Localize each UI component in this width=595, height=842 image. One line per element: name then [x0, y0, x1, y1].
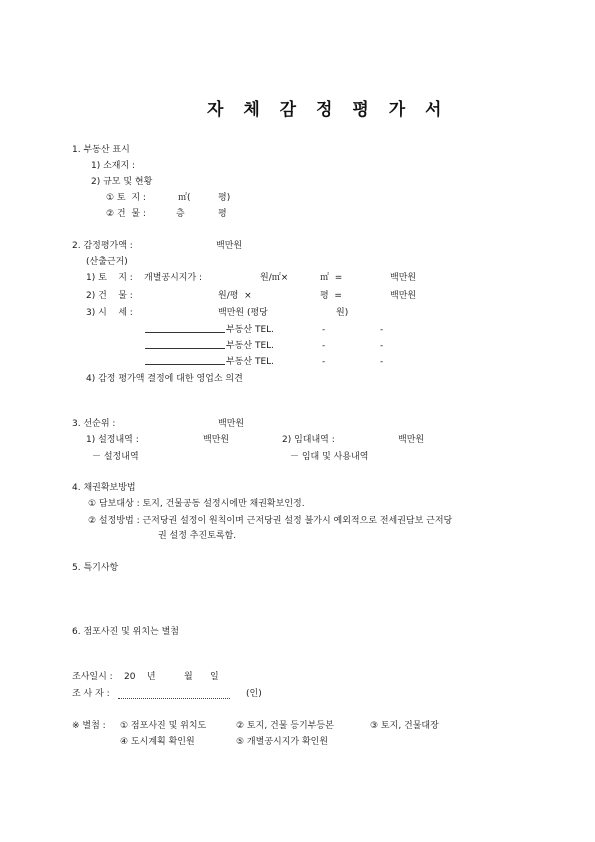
- tel-dash: -: [322, 325, 326, 335]
- setup-method: ② 설정방법 : 근저당권 설정이 원칙이며 근저당권 설정 불가시 예외적으로 전세권담보 근저당: [88, 516, 453, 526]
- section5-heading: 5. 특기사항: [72, 563, 119, 573]
- land-unit-m2: ㎡(: [178, 193, 191, 203]
- lease-label: 2) 임대내역 :: [282, 435, 335, 445]
- seal-mark: (인): [246, 689, 262, 699]
- survey-date-year: 20 년: [124, 672, 156, 682]
- realtor-name-line: [145, 332, 225, 333]
- building-calc-label: 2) 건 물 :: [86, 291, 133, 301]
- section3-heading: 3. 선순위 :: [72, 419, 116, 429]
- land-unit-price: 원/㎡×: [260, 273, 289, 283]
- attachment-item: ④ 도시계획 확인원: [120, 737, 195, 747]
- tel-dash: -: [380, 325, 384, 335]
- building-unit-price: 원/평 ×: [218, 291, 252, 301]
- appraisal-amount-unit: 백만원: [216, 241, 243, 251]
- building-floor-unit: 층: [176, 209, 185, 219]
- setup-method-continued: 권 설정 추진토록함.: [158, 531, 237, 541]
- land-result-unit: 백만원: [390, 273, 417, 283]
- lease-unit: 백만원: [398, 435, 425, 445]
- location-label: 1) 소재지 :: [91, 161, 136, 171]
- market-unit: 백만원 (평당: [218, 308, 268, 318]
- tel-dash: -: [322, 341, 326, 351]
- collateral-target: ① 담보대상 : 토지, 건물공동 설정시에만 채권확보인정.: [88, 499, 305, 509]
- branch-opinion: 4) 감정 평가액 결정에 대한 영업소 의견: [86, 374, 243, 384]
- scale-label: 2) 규모 및 현황: [91, 177, 153, 187]
- realtor-name-line: [145, 364, 225, 365]
- realtor-tel-label: 부동산 TEL.: [226, 357, 275, 367]
- attachments-label: ※ 별첨 :: [72, 721, 106, 731]
- setup-label: 1) 설정내역 :: [86, 435, 139, 445]
- attachment-item: ③ 토지, 건물대장: [370, 721, 439, 731]
- survey-date-label: 조사일시 :: [72, 672, 113, 682]
- building-pyeong-unit: 평: [218, 209, 227, 219]
- market-label: 3) 시 세 :: [86, 308, 133, 318]
- section6-heading: 6. 점포사진 및 위치는 별첨: [72, 627, 179, 637]
- surveyor-name-line: [118, 698, 230, 699]
- section2-heading: 2. 감정평가액 :: [72, 241, 133, 251]
- attachment-item: ② 토지, 건물 등기부등본: [236, 721, 334, 731]
- section1-heading: 1. 부동산 표시: [72, 145, 130, 155]
- land-unit-pyeong: 평): [218, 193, 231, 203]
- tel-dash: -: [322, 357, 326, 367]
- surveyor-label: 조 사 자 :: [72, 689, 110, 699]
- building-area-eq: 평 =: [320, 291, 342, 301]
- setup-unit: 백만원: [203, 435, 230, 445]
- attachment-item: ① 점포사진 및 위치도: [120, 721, 207, 731]
- realtor-name-line: [145, 348, 225, 349]
- market-unit-close: 원): [336, 308, 349, 318]
- attachment-item: ⑤ 개별공시지가 확인원: [236, 737, 329, 747]
- realtor-tel-label: 부동산 TEL.: [226, 325, 275, 335]
- tel-dash: -: [380, 341, 384, 351]
- land-calc-label: 1) 토 지 :: [86, 273, 133, 283]
- land-label: ① 토 지 :: [106, 193, 146, 203]
- realtor-tel-label: 부동산 TEL.: [226, 341, 275, 351]
- building-result-unit: 백만원: [390, 291, 417, 301]
- priority-amount-unit: 백만원: [218, 419, 245, 429]
- calculation-basis: (산출근거): [86, 257, 128, 267]
- document-title: 자 체 감 정 평 가 서: [207, 100, 449, 120]
- tel-dash: -: [380, 357, 384, 367]
- setup-detail: － 설정내역: [92, 452, 139, 462]
- official-land-price-label: 개별공시지가 :: [144, 273, 203, 283]
- survey-date-day: 일: [210, 672, 219, 682]
- survey-date-month: 월: [184, 672, 193, 682]
- land-area-eq: ㎡ =: [320, 273, 343, 283]
- lease-detail: － 임대 및 사용내역: [290, 452, 369, 462]
- building-label: ② 건 물 :: [106, 209, 146, 219]
- section4-heading: 4. 채권확보방법: [72, 483, 136, 493]
